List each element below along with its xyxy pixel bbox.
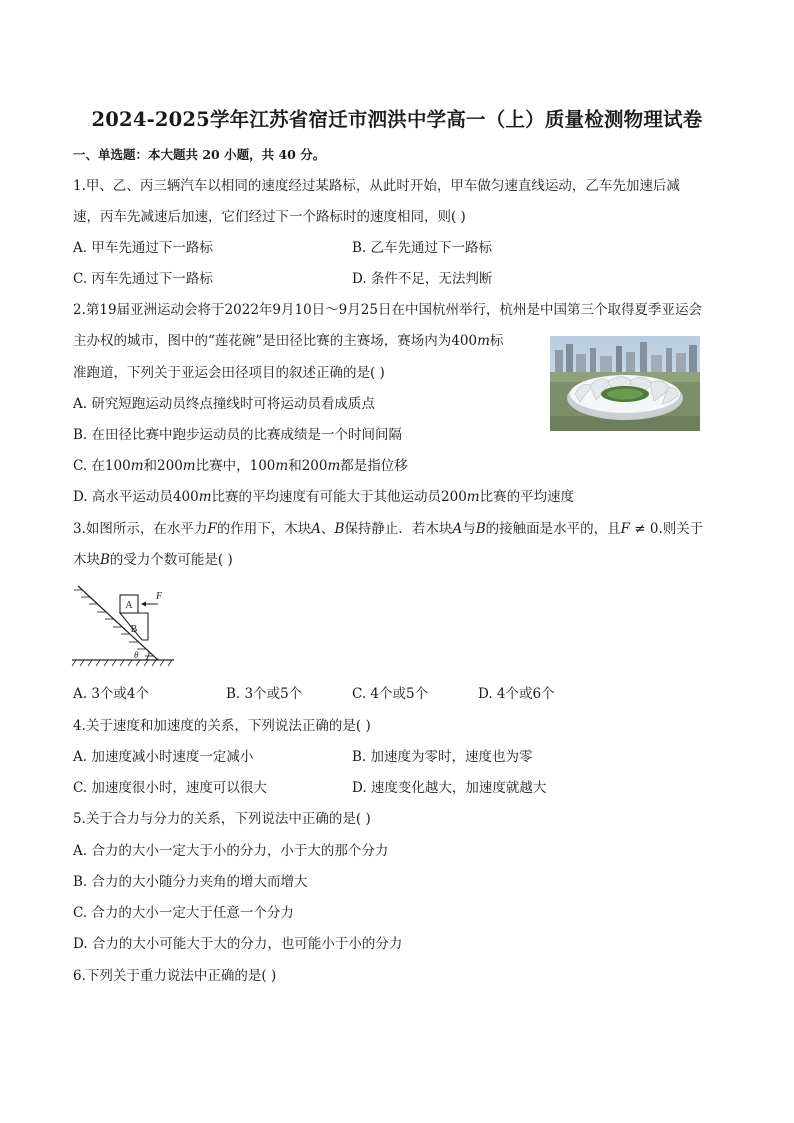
q2-option-b: B. 在田径比赛中跑步运动员的比赛成绩是一个时间间隔 [73, 427, 403, 443]
diagram-label-b: B [130, 624, 138, 635]
page-title: 2024-2025学年江苏省宿迁市泗洪中学高一（上）质量检测物理试卷 [91, 108, 703, 131]
q3-option-a: A. 3个或4个 [73, 686, 150, 702]
q1-option-b: B. 乙车先通过下一路标 [352, 240, 493, 256]
q3-option-d: D. 4个或6个 [478, 686, 555, 702]
q4-option-a: A. 加速度减小时速度一定减小 [73, 749, 254, 765]
q2-option-c: C. 在100m和200m比赛中，100m和200m都是指位移 [73, 458, 408, 474]
q5-stem: 5.关于合力与分力的关系，下列说法中正确的是( ) [73, 811, 371, 827]
q5-option-b: B. 合力的大小随分力夹角的增大而增大 [73, 874, 308, 890]
q3-stem-line2: 木块B的受力个数可能是( ) [73, 552, 233, 568]
q4-option-c: C. 加速度很小时，速度可以很大 [73, 780, 267, 796]
q5-option-a: A. 合力的大小一定大于小的分力，小于大的那个分力 [73, 843, 389, 859]
diagram-label-f: F [156, 591, 163, 602]
q5-option-c: C. 合力的大小一定大于任意一个分力 [73, 905, 294, 921]
q3-option-b: B. 3个或5个 [226, 686, 303, 702]
stadium-photo [550, 336, 700, 431]
diagram-label-theta: θ [134, 650, 139, 660]
q1-stem-line1: 1.甲、乙、丙三辆汽车以相同的速度经过某路标，从此时开始，甲车做匀速直线运动，乙车先加速后减 [73, 178, 680, 194]
q2-option-d: D. 高水平运动员400m比赛的平均速度有可能大于其他运动员200m比赛的平均速度 [73, 489, 575, 505]
q6-stem: 6.下列关于重力说法中正确的是( ) [73, 968, 277, 984]
q1-option-c: C. 丙车先通过下一路标 [73, 271, 213, 287]
diagram-label-a: A [125, 600, 133, 611]
q4-stem: 4.关于速度和加速度的关系，下列说法正确的是( ) [73, 718, 371, 734]
q5-option-d: D. 合力的大小可能大于大的分力，也可能小于小的分力 [73, 936, 403, 952]
incline-diagram [68, 582, 178, 670]
q1-option-a: A. 甲车先通过下一路标 [73, 240, 213, 256]
q3-stem-line1: 3.如图所示，在水平力F的作用下，木块A、B保持静止．若木块A与B的接触面是水平的，且F ≠ 0.则关于 [73, 521, 704, 537]
q2-option-a: A. 研究短跑运动员终点撞线时可将运动员看成质点 [73, 396, 375, 412]
q4-option-d: D. 速度变化越大，加速度就越大 [352, 780, 547, 796]
q2-stem-line3: 准跑道，下列关于亚运会田径项目的叙述正确的是( ) [73, 365, 385, 381]
q4-option-b: B. 加速度为零时，速度也为零 [352, 749, 533, 765]
q1-option-d: D. 条件不足，无法判断 [352, 271, 493, 287]
q1-stem-line2: 速，丙车先减速后加速，它们经过下一个路标时的速度相同，则( ) [73, 209, 466, 225]
section-header: 一、单选题：本大题共 20 小题，共 40 分。 [73, 147, 326, 162]
q3-option-c: C. 4个或5个 [352, 686, 429, 702]
q2-stem-line1: 2.第19届亚洲运动会将于2022年9月10日～9月25日在中国杭州举行，杭州是中国第三个取得夏季亚运会 [73, 302, 702, 318]
q2-stem-line2: 主办权的城市，图中的“莲花碗”是田径比赛的主赛场，赛场内为400m标 [73, 333, 504, 349]
